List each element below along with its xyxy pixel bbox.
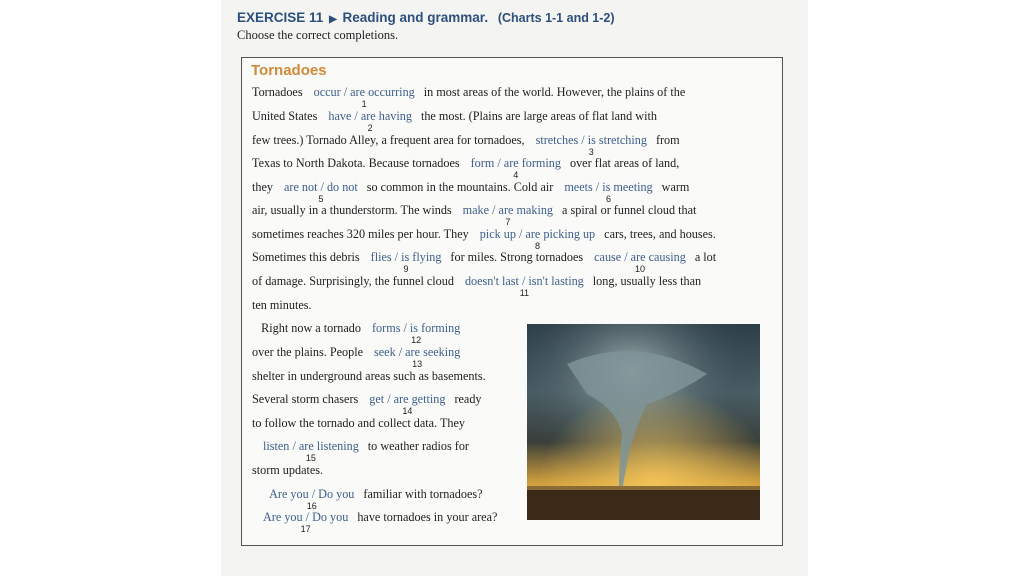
passage-text: few trees.) Tornado Alley, a frequent area for tornadoes, bbox=[252, 133, 525, 147]
instructions: Choose the correct completions. bbox=[237, 28, 399, 42]
passage-text: shelter in underground areas such as basements. bbox=[252, 369, 486, 383]
choice-option[interactable]: Are you / Do you 16 bbox=[269, 487, 355, 511]
item-number: 15 bbox=[305, 453, 316, 463]
choice-option[interactable]: doesn't last / isn't lasting 11 bbox=[464, 274, 584, 298]
passage-text: so common in the mountains. Cold air bbox=[366, 180, 554, 194]
choice-option[interactable]: form / are forming 4 bbox=[470, 156, 561, 180]
passage-text: storm updates. bbox=[252, 463, 324, 477]
passage-text: Sometimes this debris bbox=[252, 250, 360, 264]
exercise-charts: (Charts 1-1 and 1-2) bbox=[497, 11, 615, 25]
passage-text: they bbox=[252, 180, 273, 194]
item-number: 7 bbox=[505, 217, 511, 227]
passage-line bbox=[252, 133, 680, 157]
passage-text: a lot bbox=[694, 250, 717, 264]
passage-line bbox=[252, 463, 323, 477]
passage-line bbox=[252, 416, 465, 430]
passage-text: in most areas of the world. However, the plains of the bbox=[423, 85, 686, 99]
item-number: 10 bbox=[634, 264, 645, 274]
choice-option[interactable]: pick up / are picking up 8 bbox=[479, 227, 596, 251]
choice-option[interactable]: seek / are seeking 13 bbox=[374, 345, 461, 369]
passage-text: Tornadoes bbox=[252, 85, 303, 99]
passage-line bbox=[252, 392, 482, 416]
passage-text: for miles. Strong tornadoes bbox=[450, 250, 584, 264]
item-number: 11 bbox=[519, 288, 530, 298]
passage-line bbox=[252, 345, 469, 369]
choice-option[interactable]: forms / is forming 12 bbox=[372, 321, 461, 345]
passage-text: over the plains. People bbox=[252, 345, 364, 359]
item-number: 4 bbox=[513, 170, 519, 180]
passage-text: air, usually in a thunderstorm. The winds bbox=[252, 203, 452, 217]
passage-text: a spiral or funnel cloud that bbox=[562, 203, 697, 217]
passage-text: to weather radios for bbox=[367, 439, 469, 453]
passage-text: United States bbox=[252, 109, 318, 123]
passage-line bbox=[252, 510, 498, 534]
passage-line bbox=[252, 156, 680, 180]
passage-text: from bbox=[655, 133, 680, 147]
passage-line bbox=[252, 227, 716, 251]
item-number: 17 bbox=[300, 524, 311, 534]
item-number: 2 bbox=[367, 123, 373, 133]
passage-text: ten minutes. bbox=[252, 298, 312, 312]
item-number: 16 bbox=[306, 501, 317, 511]
item-number: 8 bbox=[534, 241, 540, 251]
choice-option[interactable]: cause / are causing 10 bbox=[594, 250, 686, 274]
choice-option[interactable]: occur / are occurring 1 bbox=[313, 85, 415, 109]
passage-text: Texas to North Dakota. Because tornadoes bbox=[252, 156, 460, 170]
passage-text: Several storm chasers bbox=[252, 392, 359, 406]
passage-line bbox=[252, 321, 469, 345]
passage-text: warm bbox=[661, 180, 690, 194]
passage-text: over flat areas of land, bbox=[569, 156, 680, 170]
passage-line bbox=[252, 298, 312, 312]
item-number: 6 bbox=[605, 194, 611, 204]
passage-text: cars, trees, and houses. bbox=[604, 227, 716, 241]
reading-title: Tornadoes bbox=[251, 62, 327, 79]
passage-text: have tornadoes in your area? bbox=[357, 510, 498, 524]
passage-line bbox=[252, 109, 657, 133]
passage-line bbox=[252, 274, 702, 298]
triangle-arrow-icon: ▶ bbox=[329, 14, 337, 25]
choice-option[interactable]: have / are having 2 bbox=[328, 109, 412, 133]
passage-line bbox=[252, 439, 469, 463]
tornado-photo bbox=[527, 324, 760, 520]
choice-option[interactable]: are not / do not 5 bbox=[283, 180, 358, 204]
choice-option[interactable]: meets / is meeting 6 bbox=[564, 180, 653, 204]
passage-text: sometimes reaches 320 miles per hour. They bbox=[252, 227, 469, 241]
choice-option[interactable]: flies / is flying 9 bbox=[370, 250, 442, 274]
passage-text: to follow the tornado and collect data. They bbox=[252, 416, 465, 430]
item-number: 3 bbox=[588, 147, 594, 157]
passage-text: the most. (Plains are large areas of flat land with bbox=[420, 109, 657, 123]
item-number: 1 bbox=[361, 99, 367, 109]
passage-line bbox=[252, 85, 686, 109]
passage-line bbox=[252, 369, 486, 383]
exercise-header bbox=[237, 10, 615, 25]
exercise-section: Reading and grammar. bbox=[342, 10, 489, 25]
passage-text: of damage. Surprisingly, the funnel cloud bbox=[252, 274, 454, 288]
choice-option[interactable]: Are you / Do you 17 bbox=[263, 510, 349, 534]
choice-option[interactable]: make / are making 7 bbox=[462, 203, 554, 227]
passage-line bbox=[252, 250, 717, 274]
item-number: 13 bbox=[412, 359, 423, 369]
item-number: 9 bbox=[403, 264, 409, 274]
passage-text: familiar with tornadoes? bbox=[363, 487, 483, 501]
choice-option[interactable]: get / are getting 14 bbox=[369, 392, 446, 416]
choice-option[interactable]: listen / are listening 15 bbox=[263, 439, 359, 463]
item-number: 5 bbox=[318, 194, 324, 204]
exercise-number: EXERCISE 11 bbox=[237, 10, 324, 25]
passage-text bbox=[252, 487, 258, 501]
item-number: 12 bbox=[411, 335, 422, 345]
passage-line bbox=[252, 203, 697, 227]
item-number: 14 bbox=[402, 406, 413, 416]
choice-option[interactable]: stretches / is stretching 3 bbox=[535, 133, 647, 157]
passage-line bbox=[252, 487, 483, 511]
passage-text: long, usually less than bbox=[592, 274, 702, 288]
passage-text: ready bbox=[454, 392, 482, 406]
passage-line bbox=[252, 180, 690, 204]
passage-text: Right now a tornado bbox=[252, 321, 361, 335]
